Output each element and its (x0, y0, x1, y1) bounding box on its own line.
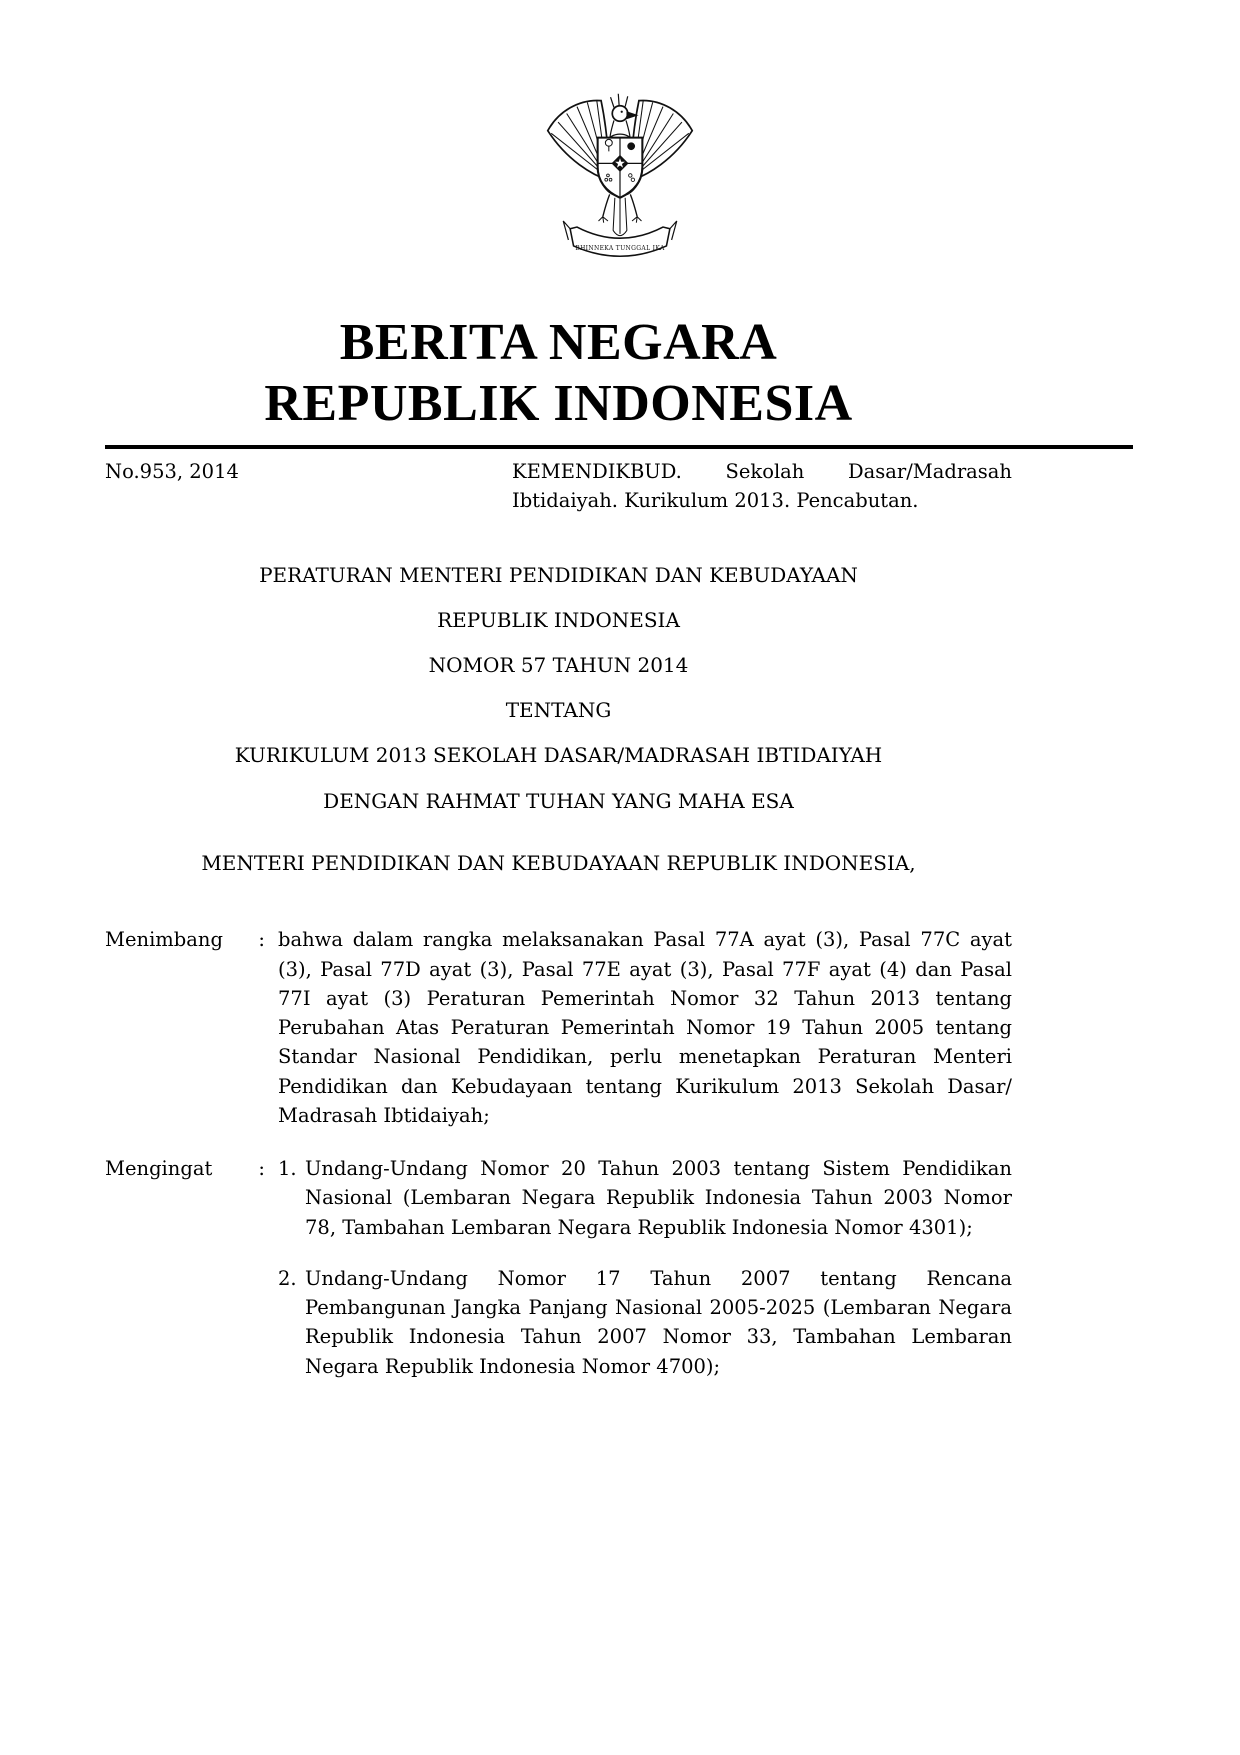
gazette-subject: KEMENDIKBUD. Sekolah Dasar/Madrasah Ibtidaiyah. Kurikulum 2013. Pencabutan. (512, 459, 1012, 513)
gazette-masthead (105, 313, 1012, 435)
emblem-motto-text: BHINNEKA TUNGGAL IKA (575, 245, 665, 253)
legal-basis-item (278, 1154, 1012, 1242)
legal-basis-item-number: 2. (278, 1266, 297, 1290)
regulation-subject: KURIKULUM 2013 SEKOLAH DASAR/MADRASAH IBTIDAIYAH (234, 743, 883, 768)
invocation-line: DENGAN RAHMAT TUHAN YANG MAHA ESA (323, 789, 794, 814)
masthead-divider-rule (105, 445, 1133, 449)
legal-basis-item-text: Undang-Undang Nomor 17 Tahun 2007 tentang Rencana Pembangunan Jangka Panjang Nasional 2005-2025 (Lembaran Negara Republik Indonesia Tahun 2007 Nomor 33, Tambahan Lembaran Negara Republik Indonesia Nomor 4700); (305, 1266, 1012, 1378)
authority-line: MENTERI PENDIDIKAN DAN KEBUDAYAAN REPUBLIK INDONESIA, (201, 851, 916, 876)
considerations-label (105, 925, 265, 954)
legal-basis-label-word: Mengingat (105, 1157, 213, 1181)
considerations-label-colon: : (258, 928, 265, 952)
legal-basis-item-text: Undang-Undang Nomor 20 Tahun 2003 tentang Sistem Pendidikan Nasional (Lembaran Negara Republik Indonesia Tahun 2003 Nomor 78, Tambahan Lembaran Negara Republik Indonesia Nomor 4301); (305, 1157, 1012, 1239)
gazette-meta-row (105, 457, 1012, 516)
legal-basis-label-colon: : (258, 1157, 265, 1181)
regulation-heading (105, 563, 1012, 767)
garuda-pancasila-emblem (534, 86, 706, 275)
regulation-title-line1: PERATURAN MENTERI PENDIDIKAN DAN KEBUDAYAAN (259, 563, 858, 588)
considerations-label-word: Menimbang (105, 928, 223, 952)
legal-basis-item-number: 1. (278, 1157, 297, 1181)
considerations-section (105, 925, 1012, 1130)
masthead-title-line1: BERITA NEGARA (339, 314, 778, 372)
garuda-emblem-drawing (534, 86, 706, 275)
gazette-number: No.953, 2014 (105, 459, 239, 483)
masthead-title-line2: REPUBLIK INDONESIA (264, 375, 853, 433)
considerations-text: bahwa dalam rangka melaksanakan Pasal 77A ayat (3), Pasal 77C ayat (3), Pasal 77D ayat (3), Pasal 77E ayat (3), Pasal 77F ayat (4) dan Pasal 77I ayat (3) Peraturan Pemerintah Nomor 32 Tahun 2013 tentang Perubahan Atas Peraturan Pemerintah Nomor 19 Tahun 2005 tentang Standar Nasional Pendidikan, perlu menetapkan Peraturan Menteri Pendidikan dan Kebudayaan tentang Kurikulum 2013 Sekolah Dasar/ Madrasah Ibtidaiyah; (278, 928, 1012, 1127)
regulation-about-label: TENTANG (505, 698, 612, 723)
regulation-number: NOMOR 57 TAHUN 2014 (428, 653, 689, 678)
legal-basis-section (105, 1154, 1012, 1381)
legal-basis-label (105, 1154, 265, 1183)
legal-basis-item (278, 1264, 1012, 1381)
regulation-title-line2: REPUBLIK INDONESIA (437, 608, 680, 633)
